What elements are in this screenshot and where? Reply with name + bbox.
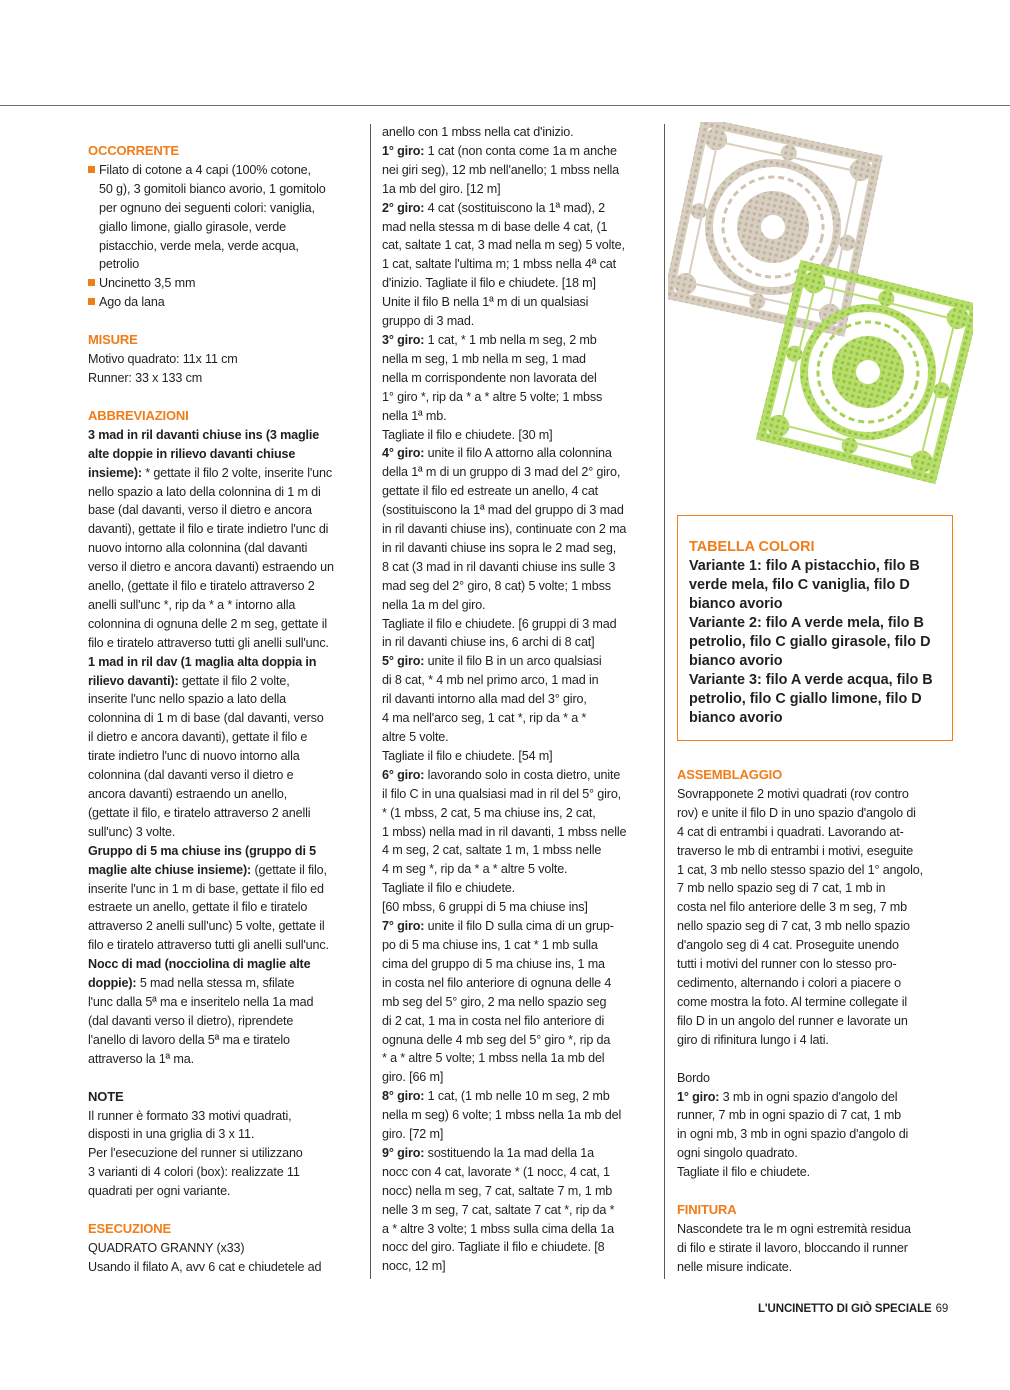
misure-title: MISURE xyxy=(88,332,138,348)
abbr-term: 1 mad in ril dav (1 maglia alta doppia in xyxy=(88,654,317,669)
instruction-line xyxy=(382,520,654,539)
item-continuation: 50 g), 3 gomitoli bianco avorio, 1 gomitolo xyxy=(99,181,326,196)
round-label: 2° giro: xyxy=(382,200,425,215)
instruction-text: nella 1ª mb. xyxy=(382,408,447,423)
abbr-line: anelli sull'unc *, rip da * a * intorno alla xyxy=(88,597,296,612)
instruction-line xyxy=(382,1031,654,1050)
abbr-text: 5 mad nella stessa m, sfilate xyxy=(136,976,295,991)
abbr-line: tirate indietro l'unc di nuovo intorno alla xyxy=(88,749,300,764)
occorrente-title: OCCORRENTE xyxy=(88,143,179,158)
column-3 xyxy=(677,766,949,1277)
item-text: Uncinetto 3,5 mm xyxy=(99,276,196,291)
instruction-text: nelle 3 m seg, 7 cat, saltate 7 cat *, rip da * xyxy=(382,1202,615,1217)
instruction-line xyxy=(382,728,654,747)
abbr-term-end: doppie): xyxy=(88,976,137,991)
magazine-name: L'UNCINETTO DI GIÒ SPECIALE xyxy=(758,1303,932,1315)
abbr-term: 3 mad in ril davanti chiuse ins (3 maglie xyxy=(88,427,320,442)
instruction-line xyxy=(382,218,654,237)
instruction-line xyxy=(382,955,654,974)
abbr-line: inserite l'unc nello spazio a lato della xyxy=(88,692,287,707)
assemblaggio-lines xyxy=(677,785,949,1050)
abbr-line: filo e tiratelo attraverso tutti gli anelli sull'unc. xyxy=(88,938,329,953)
instruction-line xyxy=(382,1049,654,1068)
instruction-line xyxy=(382,312,654,331)
instruction-text: nei giri seg), 12 mb nell'anello; 1 mbss nella xyxy=(382,162,620,177)
text-line: Il runner è formato 33 motivi quadrati, xyxy=(88,1108,292,1123)
text-line: di filo e stirate il lavoro, bloccando il runner xyxy=(677,1240,908,1255)
instruction-text: mad seg del 2° giro, 8 cat) 5 volte; 1 mbss xyxy=(382,578,611,593)
text-line: bianco avorio xyxy=(689,596,783,612)
bullet-square-icon xyxy=(88,166,95,173)
occorrente-item xyxy=(88,293,360,312)
instruction-line xyxy=(382,1238,654,1257)
abbr-line: base (dal davanti, verso il dietro e ancora xyxy=(88,503,312,518)
abbr-line: colonnina di 1 m di base (dal davanti, verso xyxy=(88,711,324,726)
instruction-text: nocc) nella m seg, 7 cat, saltate 7 m, 1 mb xyxy=(382,1183,613,1198)
round-label: 6° giro: xyxy=(382,767,425,782)
abbr-first-line xyxy=(88,974,360,993)
abbr-line: il dietro e ancora davanti), gettate il filo e xyxy=(88,730,308,745)
round-label: 3° giro: xyxy=(382,332,425,347)
instruction-text: 1° giro *, rip da * a * altre 5 volte; 1 mbss xyxy=(382,389,603,404)
round-label: 7° giro: xyxy=(382,919,425,934)
text-line: traverso le mb di entrambi i motivi, eseguite xyxy=(677,843,914,858)
instruction-line xyxy=(382,236,654,255)
instruction-line xyxy=(382,482,654,501)
abbr-term: Gruppo di 5 ma chiuse ins (gruppo di 5 xyxy=(88,843,317,858)
green-crochet-square xyxy=(761,265,973,478)
abbr-line: inserite l'unc in 1 m di base, gettate il filo ed xyxy=(88,881,324,896)
text-line: cedimento, alternando i colori a piacere o xyxy=(677,975,902,990)
column-2 xyxy=(382,123,654,1276)
round-instruction xyxy=(382,1087,654,1106)
instruction-text: 4 ma nell'arco seg, 1 cat *, rip da * a * xyxy=(382,711,587,726)
instruction-line xyxy=(382,1068,654,1087)
page-number: 69 xyxy=(935,1303,949,1315)
instruction-line xyxy=(382,1163,654,1182)
instruction-text: di 2 cat, 1 ma in costa nel filo anteriore di xyxy=(382,1013,605,1028)
instruction-line xyxy=(382,407,654,426)
instruction-text: gettate il filo ed estreate un anello, 4 cat xyxy=(382,484,599,499)
instruction-text: gruppo di 3 mad. xyxy=(382,314,475,329)
instruction-line xyxy=(382,823,654,842)
instruction-text: in costa nel filo anteriore di ognuna delle 4 xyxy=(382,975,612,990)
instruction-line xyxy=(382,274,654,293)
text-line: rov) e unite il filo D in uno spazio d'angolo di xyxy=(677,805,916,820)
instruction-line xyxy=(382,1182,654,1201)
text-line: verde mela, filo C vaniglia, filo D xyxy=(689,577,910,593)
round-instruction xyxy=(382,142,654,161)
instruction-line xyxy=(382,1257,654,1276)
bordo-title: Bordo xyxy=(677,1070,710,1085)
instruction-line xyxy=(382,388,654,407)
instruction-line xyxy=(382,1012,654,1031)
round-label: 8° giro: xyxy=(382,1089,425,1104)
abbr-line: davanti), gettate il filo e tirate indietro l'unc di xyxy=(88,522,329,537)
esecuzione-subtitle: QUADRATO GRANNY (x33) xyxy=(88,1240,245,1255)
instruction-text: mad nella stessa m di base delle 4 cat, (1 xyxy=(382,219,608,234)
instruction-text: cima del gruppo di 5 ma chiuse ins, 1 ma xyxy=(382,956,605,971)
instruction-text: unite il filo D sulla cima di un grup- xyxy=(424,919,614,934)
instruction-text: nella 1a m del giro. xyxy=(382,597,486,612)
instruction-text: Tagliate il filo e chiudete. xyxy=(382,881,516,896)
instruction-text: 1 cat, * 1 mb nella m seg, 2 mb xyxy=(424,332,597,347)
instruction-line xyxy=(382,936,654,955)
instruction-line xyxy=(382,426,654,445)
text-line: bianco avorio xyxy=(689,653,783,669)
instruction-line xyxy=(382,558,654,577)
instruction-text: nocc del giro. Tagliate il filo e chiudete. [8 xyxy=(382,1240,605,1255)
instruction-text: 4 cat (sostituiscono la 1ª mad), 2 xyxy=(424,200,606,215)
text-line: Tagliate il filo e chiudete. xyxy=(677,1165,811,1180)
instruction-text: 8 cat (3 mad in ril davanti chiuse ins sulle 3 xyxy=(382,559,616,574)
instruction-line xyxy=(382,596,654,615)
round-label: 1° giro: xyxy=(382,143,425,158)
abbr-first-line xyxy=(88,672,360,691)
crochet-squares-photo xyxy=(668,122,973,512)
text-line: nelle misure indicate. xyxy=(677,1259,793,1274)
text-line: petrolio, filo C giallo girasole, filo D xyxy=(689,634,931,650)
text-line: Sovrapponete 2 motivi quadrati (rov contro xyxy=(677,786,909,801)
text-line: in ogni mb, 3 mb in ogni spazio d'angolo di xyxy=(677,1127,909,1142)
instruction-text: anello con 1 mbss nella cat d'inizio. xyxy=(382,125,574,139)
bordo-first-line: 1° giro: 3 mb in ogni spazio d'angolo del xyxy=(677,1089,898,1104)
note-title: NOTE xyxy=(88,1088,124,1104)
instruction-text: a * altre 3 volte; 1 mbss sulla cima della 1a xyxy=(382,1221,614,1236)
text-line: Motivo quadrato: 11x 11 cm xyxy=(88,352,238,367)
item-continuation: giallo limone, giallo girasole, verde xyxy=(99,219,286,234)
instruction-text: cat, saltate 1 cat, 3 mad nella m seg) 5 volte, xyxy=(382,238,625,253)
instruction-line xyxy=(382,633,654,652)
instruction-text: (sostituiscono la 1ª mad del gruppo di 3 mad xyxy=(382,503,624,518)
finitura-lines xyxy=(677,1220,949,1277)
column-1 xyxy=(88,142,360,1277)
text-line: nello spazio seg di 7 cat, 3 mb nello spazio xyxy=(677,919,910,934)
instruction-text: Tagliate il filo e chiudete. [54 m] xyxy=(382,748,553,763)
instruction-line xyxy=(382,463,654,482)
instruction-line xyxy=(382,501,654,520)
instruction-text: in ril davanti chiuse ins sopra le 2 mad seg, xyxy=(382,540,617,555)
text-line: bianco avorio xyxy=(689,710,783,726)
abbr-term-end: insieme): xyxy=(88,465,142,480)
instruction-line xyxy=(382,860,654,879)
round-instruction xyxy=(382,652,654,671)
instruction-line xyxy=(382,539,654,558)
instruction-line xyxy=(382,350,654,369)
text-line: 1 cat, 3 mb nello stesso spazio del 1° angolo, xyxy=(677,862,923,877)
abbr-line: l'unc dalla 5ª ma e inseritelo nella 1a mad xyxy=(88,994,314,1009)
item-text: Ago da lana xyxy=(99,295,165,310)
tabella-title: TABELLA COLORI xyxy=(689,539,815,555)
text-line: tutti i motivi del runner con lo stesso pro- xyxy=(677,957,897,972)
round-instruction xyxy=(382,199,654,218)
tabella-colori-box xyxy=(677,515,953,741)
misure-lines xyxy=(88,350,360,388)
instruction-text: della 1ª m di un gruppo di 3 mad del 2° giro, xyxy=(382,465,621,480)
instruction-line xyxy=(382,879,654,898)
abbr-line: filo e tiratelo attraverso tutti gli anelli sull'unc. xyxy=(88,635,329,650)
instruction-line xyxy=(382,974,654,993)
occorrente-list xyxy=(88,161,360,312)
abbr-term-end: rilievo davanti): xyxy=(88,673,179,688)
instruction-line xyxy=(382,841,654,860)
instruction-line xyxy=(382,615,654,634)
instruction-text: giro. [72 m] xyxy=(382,1127,444,1142)
instruction-text: nocc, 12 m] xyxy=(382,1259,446,1274)
text-line: Variante 3: filo A verde acqua, filo B xyxy=(689,672,933,688)
text-line: petrolio, filo C giallo limone, filo D xyxy=(689,691,922,707)
esecuzione-lines xyxy=(88,1258,360,1277)
instruction-line xyxy=(382,709,654,728)
instruction-text: d'inizio. Tagliate il filo e chiudete. [18 m] xyxy=(382,276,596,291)
abbreviazioni-title: ABBREVIAZIONI xyxy=(88,407,189,423)
instruction-text: altre 5 volte. xyxy=(382,730,449,744)
header-rule xyxy=(0,105,1010,106)
abbr-line: estraete un anello, gettate il filo e tiratelo xyxy=(88,900,308,915)
abbr-line: anello, (gettate il filo e tiratelo attraverso 2 xyxy=(88,579,315,594)
abbr-term-end: maglie alte chiuse insieme): xyxy=(88,862,252,877)
text-line: costa nel filo anteriore delle 3 m seg, 7 mb xyxy=(677,900,908,915)
instruction-text: ril davanti intorno alla mad del 3° giro, xyxy=(382,692,587,707)
instruction-text: 1 cat, saltate l'ultima m; 1 mbss nella 4ª cat xyxy=(382,257,616,272)
text-line: Variante 2: filo A verde mela, filo B xyxy=(689,615,924,631)
instruction-text: * (1 mbss, 2 cat, 5 ma chiuse ins, 2 cat, xyxy=(382,805,596,820)
note-lines xyxy=(88,1107,360,1202)
instruction-text: lavorando solo in costa dietro, unite xyxy=(424,767,621,782)
page-footer xyxy=(758,1303,948,1315)
instruction-text: nella m seg, 1 mb nella m seg, 1 mad xyxy=(382,351,586,366)
instruction-text: unite il filo A attorno alla colonnina xyxy=(424,446,612,461)
bullet-square-icon xyxy=(88,279,95,286)
instruction-line xyxy=(382,161,654,180)
instruction-line xyxy=(382,690,654,709)
text-line: quadrati per ogni variante. xyxy=(88,1184,231,1199)
abbr-line: attraverso 2 anelli sull'unc) 5 volte, gettate il xyxy=(88,919,325,934)
text-line: giro di rifinitura lungo i 4 lati. xyxy=(677,1032,829,1047)
abbr-line: colonnina (dal davanti verso il dietro e xyxy=(88,768,294,783)
instruction-text: mb seg del 5° giro, 2 ma nello spazio seg xyxy=(382,994,607,1009)
instruction-line xyxy=(382,255,654,274)
abbr-line: ancora davanti) estraendo un anello, xyxy=(88,787,288,801)
occorrente-item xyxy=(88,161,360,180)
instruction-text: unite il filo B in un arco qualsiasi xyxy=(424,654,602,669)
text-line: disposti in una griglia di 3 x 11. xyxy=(88,1127,255,1142)
abbr-term: alte doppie in rilievo davanti chiuse xyxy=(88,446,296,461)
text-line: Variante 1: filo A pistacchio, filo B xyxy=(689,558,920,574)
instruction-text: [60 mbss, 6 gruppi di 5 ma chiuse ins] xyxy=(382,900,588,915)
tabella-lines xyxy=(689,557,945,728)
text-line: 7 mb nello spazio seg di 7 cat, 1 mb in xyxy=(677,881,886,896)
instruction-text: giro. [66 m] xyxy=(382,1070,444,1085)
instruction-text: 1 cat, (1 mb nelle 10 m seg, 2 mb xyxy=(424,1089,610,1104)
instruction-text: 1 cat (non conta come 1a m anche xyxy=(424,143,617,158)
instruction-text: nella m corrispondente non lavorata del xyxy=(382,370,597,385)
round-instruction xyxy=(382,766,654,785)
abbr-line: sull'unc) 3 volte. xyxy=(88,824,176,839)
abbr-line: attraverso la 1ª ma. xyxy=(88,1051,194,1066)
instruction-line xyxy=(382,747,654,766)
instruction-text: po di 5 ma chiuse ins, 1 cat * 1 mb sulla xyxy=(382,937,598,952)
finitura-title: FINITURA xyxy=(677,1202,737,1218)
instruction-text: il filo C in una qualsiasi mad in ril del 5° giro, xyxy=(382,786,622,801)
abbr-line: nuovo intorno alla colonnina (dal davanti xyxy=(88,541,308,556)
column-divider-1 xyxy=(370,124,371,1279)
item-continuation: per ognuno dei seguenti colori: vaniglia, xyxy=(99,200,315,215)
text-line: filo D in un angolo del runner e lavorate un xyxy=(677,1013,908,1028)
assemblaggio-title: ASSEMBLAGGIO xyxy=(677,767,783,782)
instruction-line xyxy=(382,1220,654,1239)
instruction-line xyxy=(382,123,654,142)
instruction-text: 4 m seg, 2 cat, saltate 1 m, 1 mbss nelle xyxy=(382,843,602,858)
instruction-line xyxy=(382,293,654,312)
column-divider-2 xyxy=(664,124,665,1279)
instruction-text: sostituendo la 1a mad della 1a xyxy=(424,1145,595,1160)
abbr-text: gettate il filo 2 volte, xyxy=(178,673,290,688)
abbr-text: * gettate il filo 2 volte, inserite l'unc xyxy=(141,465,332,480)
instruction-line xyxy=(382,369,654,388)
instruction-text: di 8 cat, * 4 mb nel primo arco, 1 mad in xyxy=(382,673,599,688)
abbr-line: verso il dietro e ancora davanti) estraendo un xyxy=(88,560,334,575)
instruction-text: nella m seg) 6 volte; 1 mbss nella 1a mb del xyxy=(382,1108,622,1123)
abbr-line: colonnina di ognuna delle 2 m seg, gettate il xyxy=(88,616,328,631)
instruction-text: Tagliate il filo e chiudete. [30 m] xyxy=(382,427,553,442)
abbr-text: (gettate il filo, xyxy=(251,862,327,877)
esecuzione-title: ESECUZIONE xyxy=(88,1221,172,1237)
bordo-lines xyxy=(677,1106,949,1182)
instruction-line xyxy=(382,180,654,199)
instruction-text: 1 mbss) nella mad in ril davanti, 1 mbss nelle xyxy=(382,824,627,839)
instruction-text: in ril davanti chiuse ins, 6 archi di 8 cat] xyxy=(382,635,595,650)
instruction-line xyxy=(382,898,654,917)
instruction-line xyxy=(382,1125,654,1144)
round-instruction xyxy=(382,1144,654,1163)
box-edge xyxy=(952,515,953,741)
bullet-square-icon xyxy=(88,298,95,305)
round-label: 5° giro: xyxy=(382,654,425,669)
abbr-line: nello spazio a lato della colonnina di 1 m di xyxy=(88,484,321,499)
abbr-term: Nocc di mad (nocciolina di maglie alte xyxy=(88,957,311,972)
instruction-line xyxy=(382,671,654,690)
instruction-text: Unite il filo B nella 1ª m di un qualsiasi xyxy=(382,295,589,310)
instruction-text: nocc con 4 cat, lavorate * (1 nocc, 4 cat, 1 xyxy=(382,1164,610,1179)
abbr-line: (dal davanti verso il dietro), riprendete xyxy=(88,1013,294,1028)
instruction-line xyxy=(382,804,654,823)
abbr-line: (gettate il filo, e tiratelo attraverso 2 anelli xyxy=(88,805,311,820)
item-text: Filato di cotone a 4 capi (100% cotone, xyxy=(99,162,311,177)
round-label: 9° giro: xyxy=(382,1145,425,1160)
instruction-text: ognuna delle 4 mb seg del 5° giro *, rip da xyxy=(382,1032,611,1047)
text-line: Nascondete tra le m ogni estremità residua xyxy=(677,1221,911,1236)
instruction-text: Tagliate il filo e chiudete. [6 gruppi di 3 mad xyxy=(382,616,617,631)
abbr-first-line xyxy=(88,464,360,483)
item-continuation: pistacchio, verde mela, verde acqua, xyxy=(99,238,299,253)
text-line: 3 varianti di 4 colori (box): realizzate 11 xyxy=(88,1165,300,1180)
text-line: runner, 7 mb in ogni spazio di 7 cat, 1 mb xyxy=(677,1108,902,1123)
text-line: ogni singolo quadrato. xyxy=(677,1146,798,1161)
round-instruction xyxy=(382,331,654,350)
text-line: come mostra la foto. Al termine collegate il xyxy=(677,994,907,1009)
round-label: 4° giro: xyxy=(382,446,425,461)
instruction-text: 1a mb del giro. [12 m] xyxy=(382,181,501,196)
instruction-line xyxy=(382,785,654,804)
occorrente-item xyxy=(88,274,360,293)
instruction-line xyxy=(382,577,654,596)
instruction-line xyxy=(382,993,654,1012)
instruction-text: in ril davanti chiuse ins), continuate con 2 ma xyxy=(382,522,627,537)
instruction-line xyxy=(382,1106,654,1125)
abbr-line: l'anello di lavoro della 5ª ma e tiratelo xyxy=(88,1032,290,1047)
abbr-first-line xyxy=(88,861,360,880)
instruction-line xyxy=(382,1201,654,1220)
text-line: Runner: 33 x 133 cm xyxy=(88,370,203,385)
instruction-text: 4 m seg *, rip da * a * altre 5 volte. xyxy=(382,862,568,877)
text-line: Per l'esecuzione del runner si utilizzano xyxy=(88,1146,303,1161)
text-line: 4 cat di entrambi i quadrati. Lavorando at- xyxy=(677,824,904,839)
instruction-text: * a * altre 5 volte; 1 mbss nella 1a mb del xyxy=(382,1051,605,1066)
round-instruction xyxy=(382,917,654,936)
round-instruction xyxy=(382,444,654,463)
item-continuation: petrolio xyxy=(99,257,140,272)
beige-crochet-square xyxy=(669,123,878,332)
text-line: Usando il filato A, avv 6 cat e chiudetele ad xyxy=(88,1259,322,1274)
abbreviazioni-list xyxy=(88,426,360,1069)
text-line: d'angolo seg di 4 cat. Proseguite unendo xyxy=(677,938,899,953)
